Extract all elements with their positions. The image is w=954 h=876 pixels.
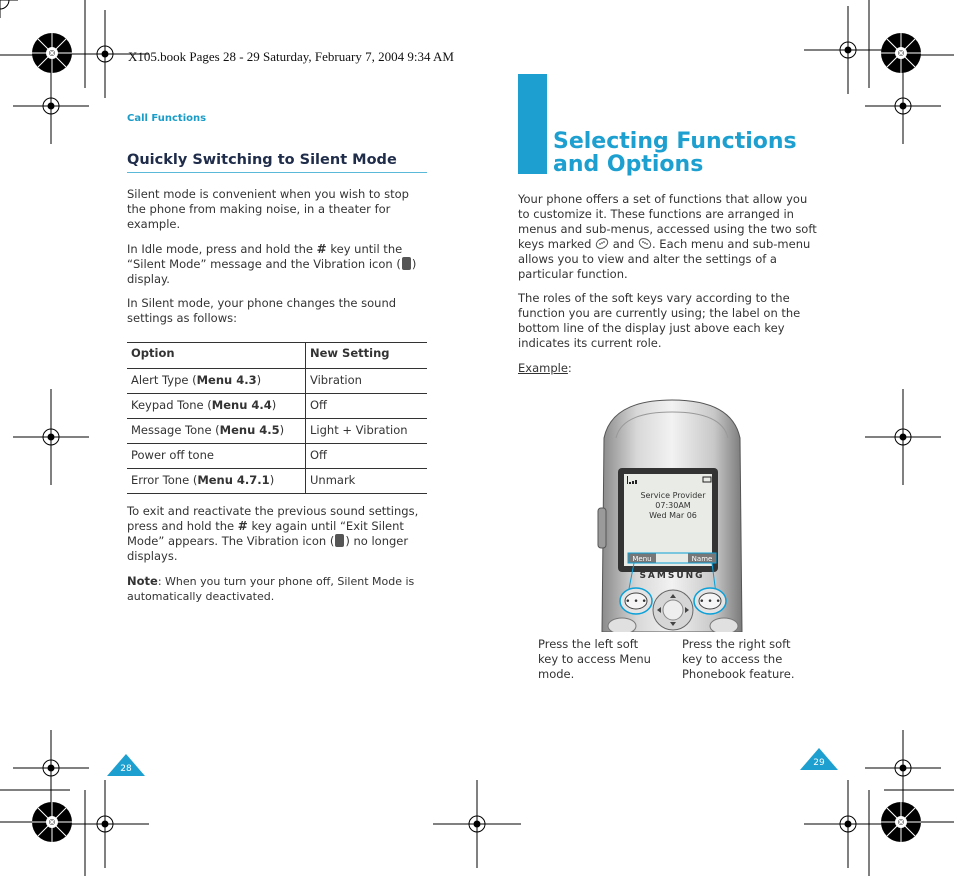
setting-cell: Unmark (306, 469, 428, 494)
column-header: Option (127, 343, 306, 369)
note-label: Note (127, 574, 158, 588)
table-row (127, 419, 427, 444)
table-row (127, 444, 427, 469)
page-title: Selecting Functions and Options (553, 129, 797, 177)
brand-logo: SAMSUNG (639, 571, 705, 581)
note-text: : When you turn your phone off, Silent Mode is automatically deactivated. (127, 575, 415, 603)
option-cell: Keypad Tone (Menu 4.4) (127, 394, 306, 419)
setting-cell: Vibration (306, 369, 428, 394)
right-soft-key-icon (638, 238, 652, 249)
caption-right-soft-key: Press the right soft key to access the Phonebook feature. (682, 637, 795, 681)
silent-mode-paragraph: In Silent mode, your phone changes the sound settings as follows: (127, 296, 397, 325)
section-label: Call Functions (127, 113, 207, 124)
table-row (127, 369, 427, 394)
hash-key-icon: # (316, 242, 327, 256)
intro-paragraph: Silent mode is convenient when you wish to stop the phone from making noise, in a theater for example. (127, 187, 409, 231)
screen-date: Wed Mar 06 (649, 511, 697, 520)
option-cell: Power off tone (127, 444, 306, 469)
section-heading: Quickly Switching to Silent Mode (127, 152, 427, 173)
setting-cell: Off (306, 394, 428, 419)
column-header: New Setting (306, 343, 428, 369)
page-number-left: 28 (107, 754, 145, 776)
print-header: X105.book Pages 28 - 29 Saturday, February 7, 2004 9:34 AM (128, 49, 454, 64)
screen-soft-left-label: Menu (632, 555, 652, 563)
example-label: Example: (518, 361, 572, 375)
vibration-icon (402, 257, 411, 270)
sound-settings-table (127, 342, 427, 494)
hash-key-icon: # (237, 519, 248, 533)
screen-time: 07:30AM (655, 501, 691, 510)
exit-silent-paragraph: To exit and reactivate the previous sound settings, press and hold the # key again until “Exit Silent Mode” appears. The Vibration icon ( ) no longer displays. (127, 504, 419, 563)
option-cell: Error Tone (Menu 4.7.1) (127, 469, 306, 494)
table-header-row (127, 343, 427, 369)
phone-illustration (592, 398, 752, 632)
svg-text:• • •: • • • (625, 597, 647, 607)
note (127, 574, 427, 604)
table-row (127, 469, 427, 494)
option-cell: Message Tone (Menu 4.5) (127, 419, 306, 444)
page-number-right: 29 (800, 748, 838, 770)
svg-text:• • •: • • • (699, 597, 721, 607)
idle-mode-paragraph: In Idle mode, press and hold the # key until the “Silent Mode” message and the Vibration icon ( ) display. (127, 242, 417, 286)
caption-left-soft-key: Press the left soft key to access Menu mode. (538, 637, 651, 681)
screen-soft-right-label: Name (691, 555, 713, 563)
title-accent-bar (518, 74, 547, 174)
setting-cell: Light + Vibration (306, 419, 428, 444)
setting-cell: Off (306, 444, 428, 469)
vibration-icon (335, 534, 344, 547)
table-row (127, 394, 427, 419)
option-cell: Alert Type (Menu 4.3) (127, 369, 306, 394)
left-soft-key-icon (595, 238, 609, 249)
soft-keys-paragraph: The roles of the soft keys vary according to the function you are currently using; the label on the bottom line of the display just above each key indicates its current role. (518, 291, 801, 350)
functions-paragraph: Your phone offers a set of functions that allow you to customize it. These functions are arranged in menus and sub-menus, accessed using the two soft keys marked and . Each menu and sub-menu allows you to view and alter the settings of a particular function. (518, 192, 817, 281)
screen-service-provider: Service Provider (640, 491, 706, 500)
